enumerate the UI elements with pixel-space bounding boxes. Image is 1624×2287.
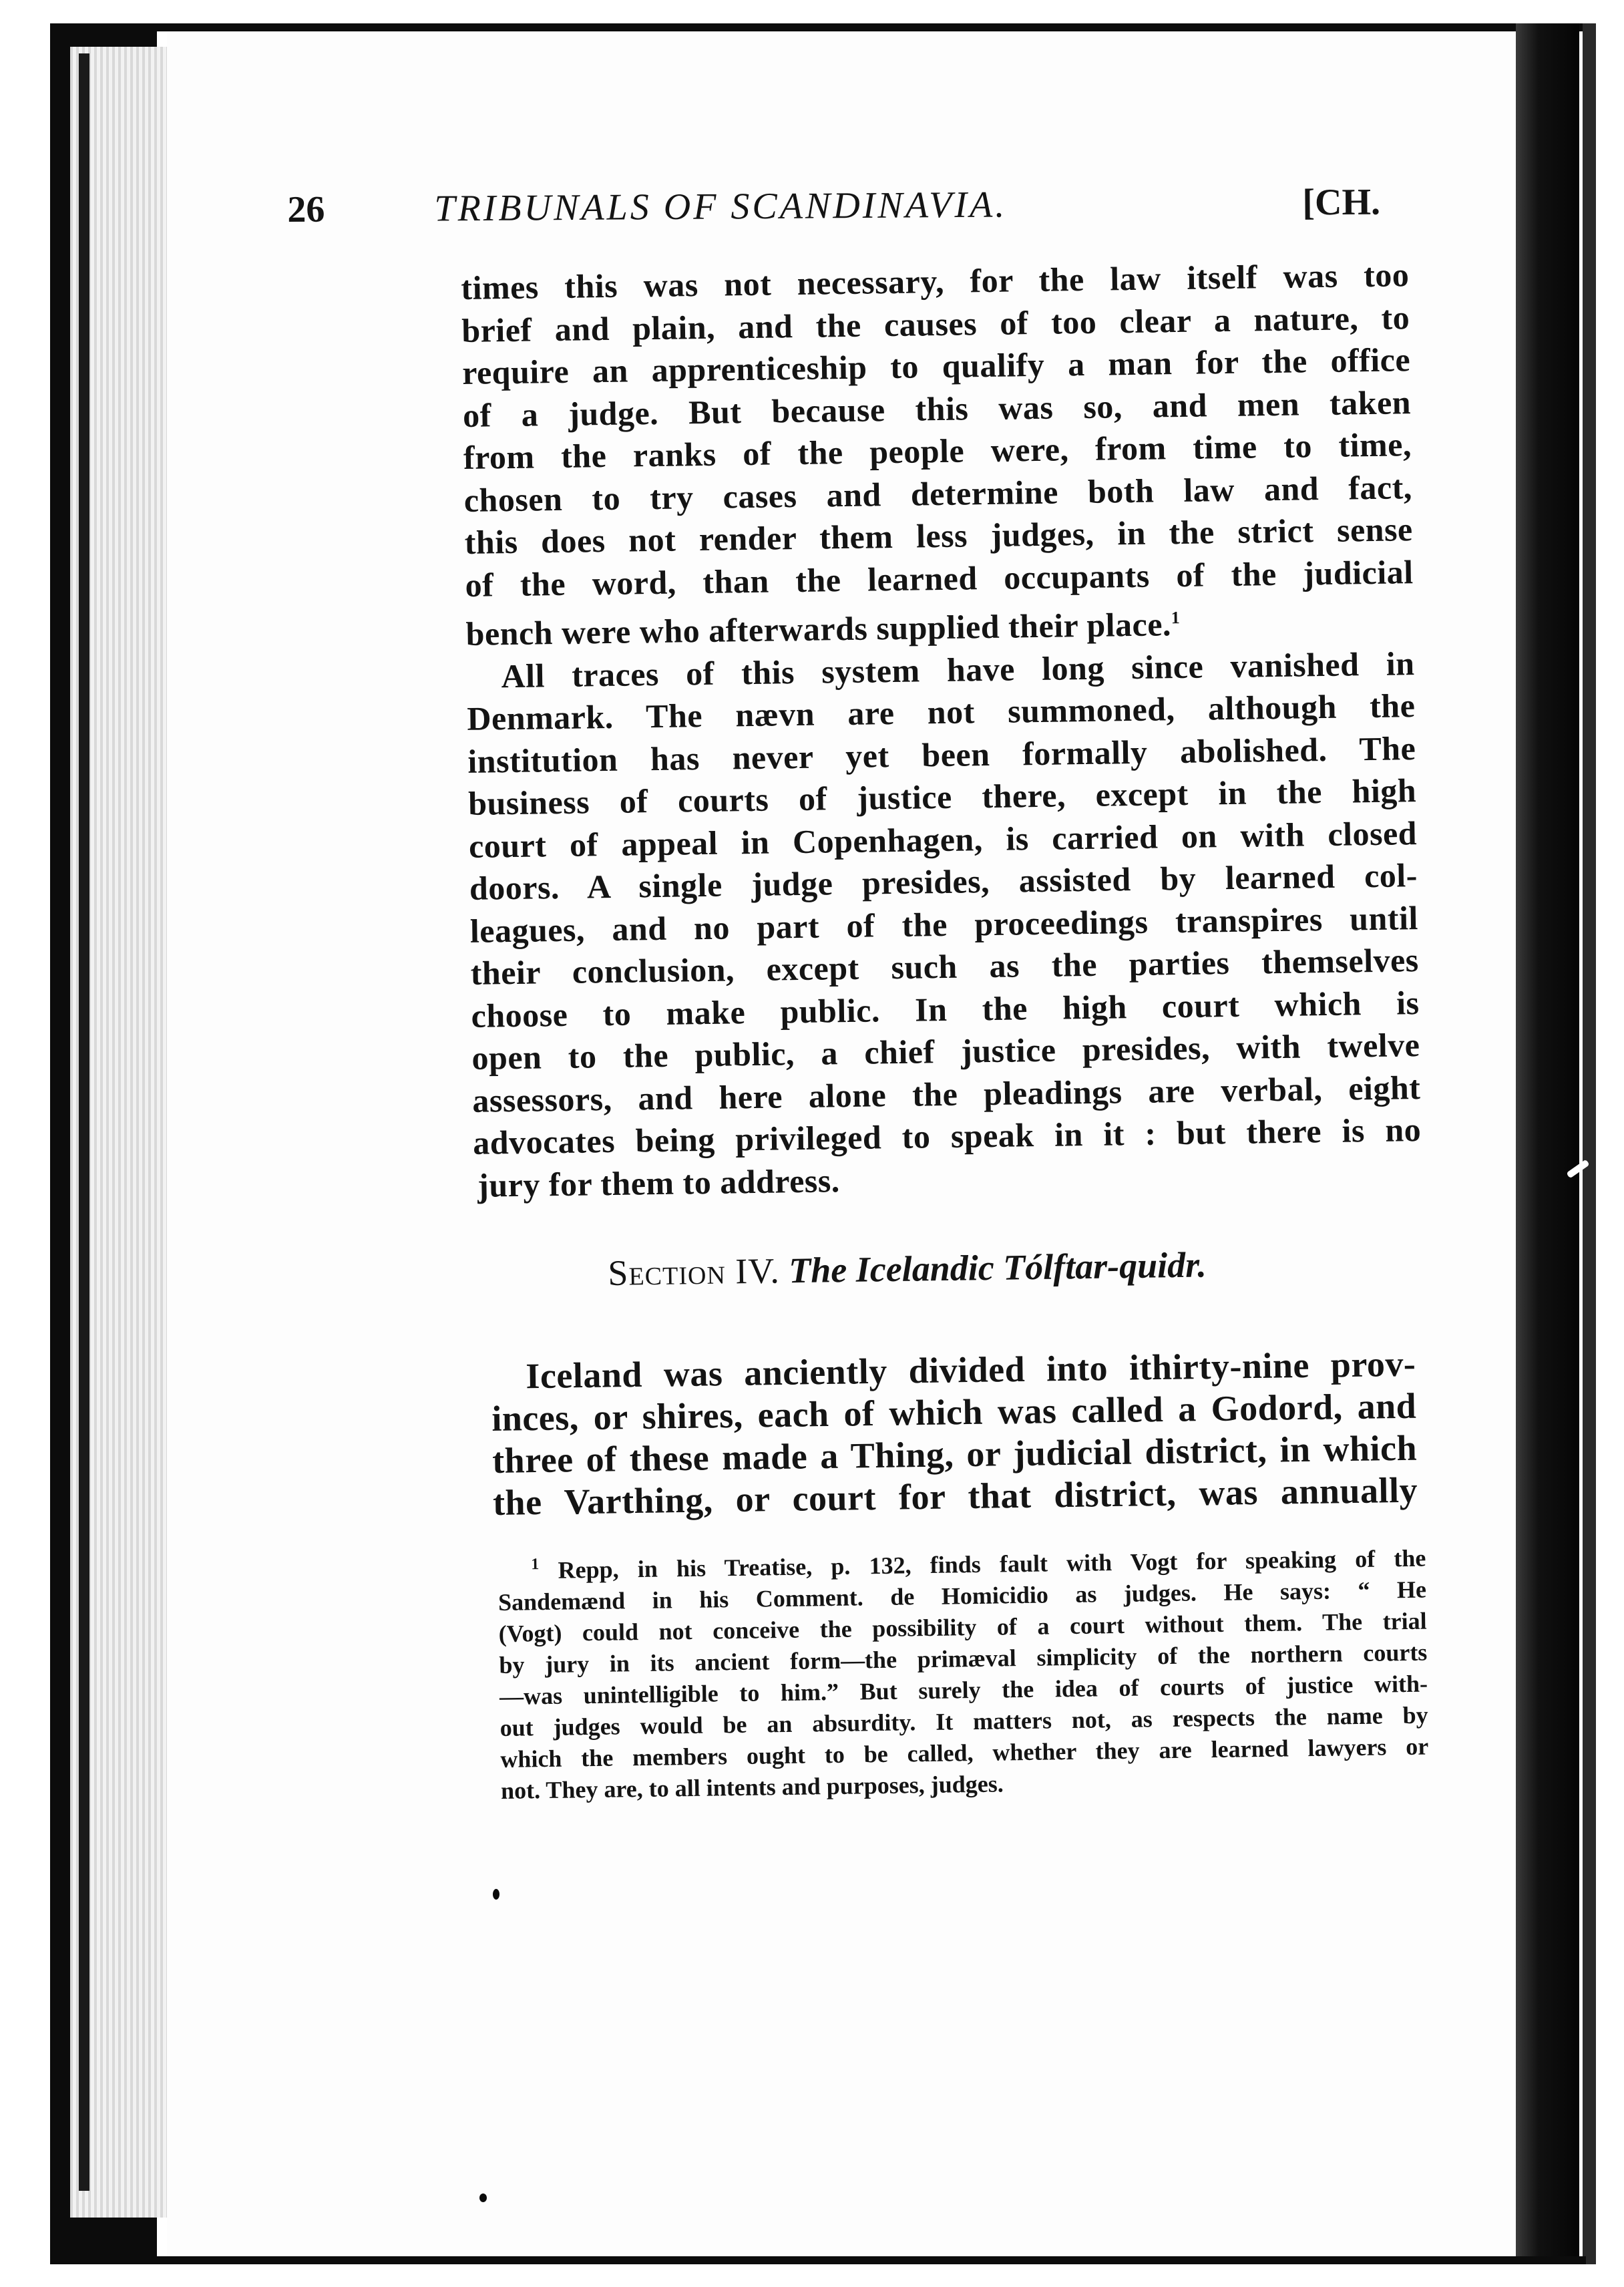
text-line: chosen to try cases and determine both law and fact, <box>463 468 1413 519</box>
text-line: inces, or shires, each of which was called a Godord, and <box>491 1385 1417 1439</box>
text-line: institution has never yet been formally abolished. The <box>467 729 1416 780</box>
text-line: require an apprenticeship to qualify a man for the office <box>461 341 1411 391</box>
text-line: court of appeal in Copenhagen, is carried on with closed <box>468 814 1418 865</box>
footnote-line: Sandemænd in his Comment. de Homicidio as judges. He says: “ He <box>497 1576 1427 1616</box>
footnote-reference: 1 <box>1171 608 1181 628</box>
text-line: Denmark. The nævn are not summoned, although the <box>467 687 1416 737</box>
footnote-line: out judges would be an absurdity. It matters not, as respects the name by <box>499 1701 1428 1741</box>
text-line: of a judge. But because this was so, and men taken <box>462 383 1412 434</box>
text-line: All traces of this system have long since vanished in <box>501 644 1415 695</box>
scanner-border-bottom <box>50 2256 1586 2264</box>
text-line: doors. A single judge presides, assisted by learned col- <box>469 856 1418 907</box>
scanner-border-right <box>1516 23 1579 2264</box>
text-line: of the word, than the learned occupants of the judicial <box>465 552 1414 604</box>
text-line: brief and plain, and the causes of too clear a nature, to <box>461 298 1410 349</box>
running-head <box>287 160 1396 242</box>
text-line-content: bench were who afterwards supplied their place. <box>465 605 1172 653</box>
text-line: three of these made a Thing, or judicial district, in which <box>491 1427 1418 1481</box>
scan-speck <box>493 1889 499 1900</box>
footnote-block <box>497 1537 1429 1807</box>
footnote-line-content: Repp, in his Treatise, p. 132, finds fault with Vogt for speaking of the <box>558 1544 1426 1584</box>
scan-speck <box>479 2193 487 2202</box>
footnote-line: not. They are, to all intents and purposes, judges. <box>500 1770 1004 1804</box>
text-line: Iceland was anciently divided into ithirty-nine prov- <box>526 1343 1416 1397</box>
footnote-line: (Vogt) could not conceive the possibility of a court without them. The trial <box>498 1607 1427 1647</box>
footnote-line: which the members ought to be called, whether they are learned lawyers or <box>500 1733 1429 1773</box>
text-line: their conclusion, except such as the parties themselves <box>470 941 1420 992</box>
scanner-border-top <box>50 23 1586 31</box>
book-spine-shadow <box>79 53 89 2191</box>
section-label: Section IV. <box>608 1250 781 1293</box>
text-line: business of courts of justice there, except in the high <box>467 771 1417 822</box>
text-line: leagues, and no part of the proceedings transpires until <box>469 898 1419 950</box>
text-line: times this was not necessary, for the law itself was too <box>461 256 1410 307</box>
section-title: The Icelandic Tólftar-quidr. <box>788 1244 1207 1291</box>
text-line: open to the public, a chief justice presides, with twelve <box>471 1026 1420 1077</box>
text-line: assessors, and here alone the pleadings are verbal, eight <box>472 1068 1421 1119</box>
text-line: jury for them to address. <box>477 1161 841 1204</box>
scanner-border-right-strip <box>1583 23 1596 2264</box>
footnote-marker: 1 <box>531 1556 540 1574</box>
text-line: the Varthing, or court for that district, was annually <box>492 1469 1418 1523</box>
footnote-line: by jury in its ancient form—the primæval simplicity of the northern courts <box>499 1638 1428 1679</box>
main-text-block <box>461 254 1422 1207</box>
text-line: this does not render them less judges, in the strict sense <box>464 510 1414 561</box>
chapter-marker: [CH. <box>1302 181 1381 224</box>
text-line: choose to make public. In the high court which is <box>471 983 1420 1035</box>
page-number: 26 <box>287 188 325 230</box>
text-line: from the ranks of the people were, from time to time, <box>463 425 1412 476</box>
section-text-block <box>491 1343 1418 1524</box>
footnote-line: —was unintelligible to him.” But surely the idea of courts of justice with- <box>499 1670 1428 1710</box>
running-title: TRIBUNALS OF SCANDINAVIA. <box>434 184 1008 230</box>
text-line: advocates being privileged to speak in it : but there is no <box>472 1111 1422 1162</box>
